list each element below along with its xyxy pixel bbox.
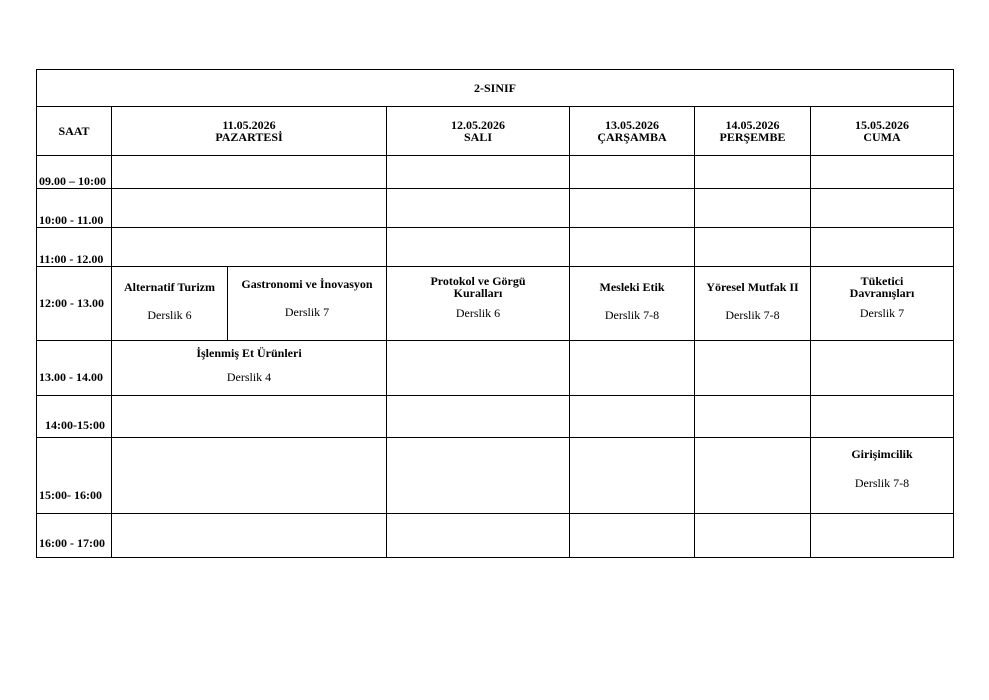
exam-schedule-table	[36, 69, 954, 558]
day-name: SALI	[463, 130, 492, 144]
day-name: CUMA	[863, 130, 901, 144]
course-name: Girişimcilik	[851, 447, 913, 461]
slot-cell	[112, 438, 387, 514]
slot-cell	[811, 341, 954, 396]
day-header-friday	[811, 107, 954, 156]
day-date: 15.05.2026	[855, 118, 910, 132]
slot-cell	[570, 396, 695, 438]
slot-cell	[811, 396, 954, 438]
room-label: Derslik 6	[147, 308, 192, 322]
slot-cell	[695, 514, 811, 558]
room-label: Derslik 7	[284, 305, 330, 319]
saat-header: SAAT	[37, 107, 112, 156]
day-name: PERŞEMBE	[719, 130, 786, 144]
header-row	[37, 107, 954, 156]
slot-cell	[387, 189, 570, 228]
slot-cell	[811, 156, 954, 189]
day-name: ÇARŞAMBA	[597, 130, 667, 144]
slot-cell	[387, 267, 570, 341]
slot-cell	[112, 228, 387, 267]
slot-cell	[695, 189, 811, 228]
slot-cell	[112, 267, 228, 341]
slot-cell	[695, 341, 811, 396]
table-row	[37, 396, 954, 438]
day-date: 13.05.2026	[605, 118, 659, 132]
slot-cell	[387, 514, 570, 558]
room-label: Derslik 7	[859, 306, 905, 320]
room-label: Derslik 4	[226, 370, 272, 384]
table-row	[37, 228, 954, 267]
time-cell: 10:00 - 11.00	[37, 189, 112, 228]
table-row	[37, 189, 954, 228]
course-name: Gastronomi ve İnovasyon	[241, 277, 373, 291]
slot-cell	[570, 189, 695, 228]
time-cell: 13.00 - 14.00	[37, 341, 112, 396]
slot-cell	[811, 438, 954, 514]
slot-cell	[387, 228, 570, 267]
slot-cell	[570, 228, 695, 267]
slot-cell	[112, 189, 387, 228]
day-header-wednesday	[570, 107, 695, 156]
slot-cell	[570, 267, 695, 341]
day-header-tuesday	[387, 107, 570, 156]
time-cell: 11:00 - 12.00	[37, 228, 112, 267]
time-cell: 15:00- 16:00	[37, 438, 112, 514]
slot-cell	[570, 438, 695, 514]
slot-cell	[695, 156, 811, 189]
room-label: Derslik 7-8	[854, 476, 910, 490]
table-row	[37, 341, 954, 396]
slot-cell	[112, 396, 387, 438]
slot-cell	[570, 156, 695, 189]
slot-cell	[112, 341, 387, 396]
slot-cell	[695, 228, 811, 267]
room-label: Derslik 7-8	[604, 308, 660, 322]
day-date: 12.05.2026	[451, 118, 505, 132]
slot-cell	[112, 514, 387, 558]
course-name-line2: Davranışları	[849, 286, 915, 300]
table-title: 2-SINIF	[37, 70, 954, 107]
room-label: Derslik 7-8	[725, 308, 780, 322]
slot-cell	[811, 228, 954, 267]
course-name: Mesleki Etik	[599, 280, 665, 294]
time-cell: 09.00 – 10:00	[37, 156, 112, 189]
course-name: Yöresel Mutfak II	[706, 280, 799, 294]
table-row	[37, 267, 954, 341]
slot-cell	[112, 156, 387, 189]
day-name: PAZARTESİ	[215, 130, 283, 144]
slot-cell	[811, 267, 954, 341]
slot-cell	[570, 514, 695, 558]
day-date: 11.05.2026	[222, 118, 276, 132]
slot-cell	[387, 156, 570, 189]
slot-cell	[811, 189, 954, 228]
slot-cell	[695, 438, 811, 514]
course-name: İşlenmiş Et Ürünleri	[196, 346, 302, 360]
slot-cell	[695, 396, 811, 438]
day-header-monday	[112, 107, 387, 156]
day-date: 14.05.2026	[725, 118, 780, 132]
table-row	[37, 156, 954, 189]
slot-cell	[570, 341, 695, 396]
time-cell: 14:00-15:00	[37, 396, 112, 438]
table-row	[37, 514, 954, 558]
slot-cell	[695, 267, 811, 341]
course-name-line2: Kuralları	[453, 286, 503, 300]
slot-cell	[387, 396, 570, 438]
course-name: Alternatif Turizm	[124, 280, 215, 294]
time-cell: 12:00 - 13.00	[37, 267, 112, 341]
table-row	[37, 438, 954, 514]
course-name-line1: Protokol ve Görgü	[430, 274, 526, 288]
slot-cell	[387, 341, 570, 396]
course-name-line1: Tüketici	[860, 274, 904, 288]
day-header-thursday	[695, 107, 811, 156]
slot-cell	[811, 514, 954, 558]
room-label: Derslik 6	[455, 306, 501, 320]
slot-cell	[387, 438, 570, 514]
time-cell: 16:00 - 17:00	[37, 514, 112, 558]
slot-cell	[228, 267, 387, 341]
